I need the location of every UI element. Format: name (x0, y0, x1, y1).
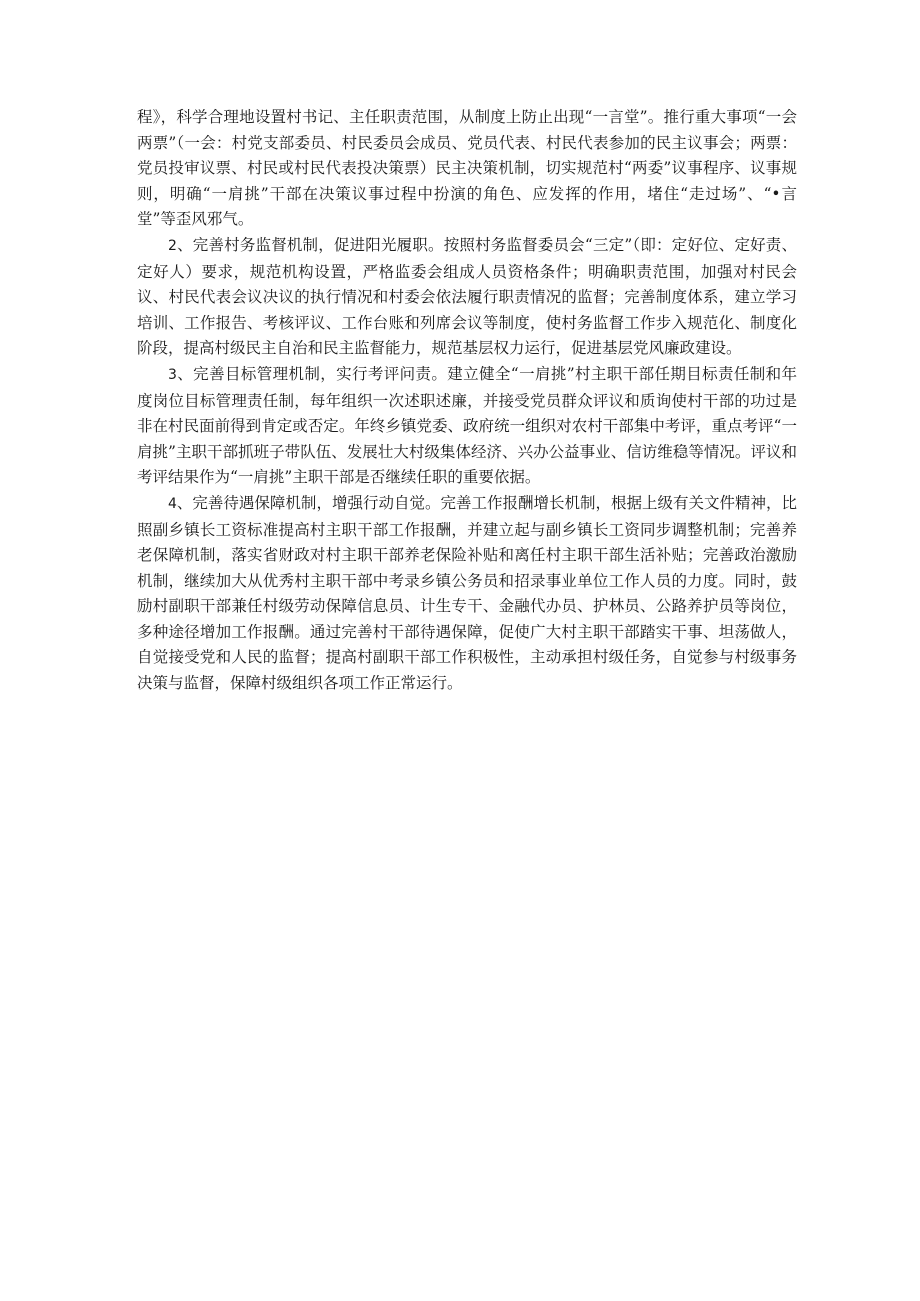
paragraph-item-2 (137, 233, 797, 362)
paragraph-number: 2 (168, 237, 177, 254)
paragraph-text: 、完善待遇保障机制，增强行动自觉。完善工作报酬增长机制，根据上级有关文件精神，比照副乡镇长工资标准提高村主职干部工作报酬，并建立起与副乡镇长工资同步调整机制；完善养老保障机制，落实省财政对村主职干部养老保险补贴和离任村主职干部生活补贴；完善政治激励机制，继续加大从优秀村主职干部中考录乡镇公务员和招录事业单位工作人员的力度。同时，鼓励村副职干部兼任村级劳动保障信息员、计生专干、金融代办员、护林员、公路养护员等岗位，多种途径增加工作报酬。通过完善村干部待遇保障，促使广大村主职干部踏实干事、坦荡做人，自觉接受党和人民的监督；提高村副职干部工作积极性，主动承担村级任务，自觉参与村级事务决策与监督，保障村级组织各项工作正常运行。 (137, 493, 797, 693)
paragraph-number: 4 (168, 495, 177, 512)
paragraph-continuation (137, 105, 797, 233)
paragraph-text: 程》，科学合理地设置村书记、主任职责范围，从制度上防止出现“一言堂”。推行重大事项“一会两票”（一会：村党支部委员、村民委员会成员、党员代表、村民代表参加的民主议事会；两票：党员投审议票、村民或村民代表投决策票）民主决策机制，切实规范村“两委”议事程序、议事规则，明确“一肩挑”干部在决策议事过程中扮演的角色、应发挥的作用，堵住“走过场”、“•言堂”等歪风邪气。 (137, 108, 797, 229)
document-body (137, 105, 797, 697)
paragraph-item-4 (137, 491, 797, 697)
paragraph-text: 、完善目标管理机制，实行考评问责。建立健全“一肩挑”村主职干部任期目标责任制和年度岗位目标管理责任制，每年组织一次述职述廉，并接受党员群众评议和质询使村干部的功过是非在村民面前得到肯定或否定。年终乡镇党委、政府统一组织对农村干部集中考评，重点考评“一肩挑”主职干部抓班子带队伍、发展壮大村级集体经济、兴办公益事业、信访维稳等情况。评议和考评结果作为“一肩挑”主职干部是否继续任职的重要依据。 (137, 364, 797, 487)
paragraph-text: 、完善村务监督机制，促进阳光履职。按照村务监督委员会“三定”（即：定好位、定好责、定好人）要求，规范机构设置，严格监委会组成人员资格条件；明确职责范围，加强对村民会议、村民代表会议决议的执行情况和村委会依法履行职责情况的监督；完善制度体系，建立学习培训、工作报告、考核评议、工作台账和列席会议等制度，使村务监督工作步入规范化、制度化阶段，提高村级民主自治和民主监督能力，规范基层权力运行，促进基层党风廉政建设。 (137, 235, 797, 358)
paragraph-number: 3 (168, 366, 177, 383)
paragraph-item-3 (137, 362, 797, 491)
